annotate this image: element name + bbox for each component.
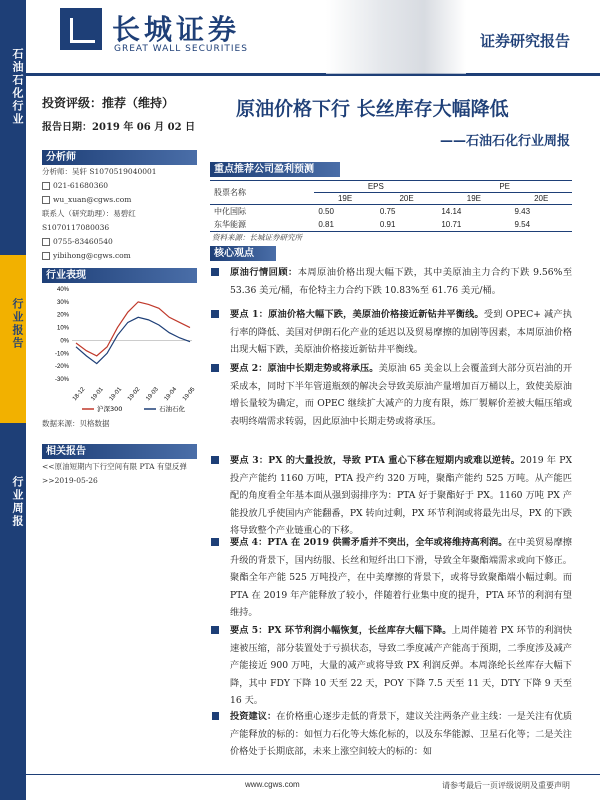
table-section-header: 重点推荐公司盈利预测 [210,162,340,177]
contact-cert: S1070117080036 [42,223,110,232]
analyst-section-header: 分析师 [42,150,197,165]
col-year: 19E [437,193,510,205]
contact-email[interactable]: yibihong@cgws.com [53,251,131,260]
great-wall-banner-image [326,0,466,74]
x-tick-label: 19-03 [145,386,160,403]
logo-en-text: GREAT WALL SECURITIES [114,44,248,54]
col-stock-name: 股票名称 [210,181,314,205]
footer-note: 请参考最后一页评级说明及重要声明 [442,781,570,790]
cell-value: 14.14 [437,205,510,219]
sidebar-report-label: 行业报告 [11,298,24,350]
point-body: 美原油 65 美金以上会覆盖到大部分页岩油的开采成本，同时下半年管道瓶颈的解决会导致美原油产量增加百万桶以上，致使美原油增长量较为确定，而 OPEC 继续扩大减产的力度有限，炼厂製解价差被大幅压缩或表明终端需求转弱，因此原油中长期走势或将承压。 [230,363,573,427]
col-year: 20E [376,193,438,205]
cell-value: 10.71 [437,218,510,232]
x-tick-label: 19-02 [126,386,142,403]
col-pe: PE [437,181,572,193]
contact-name: 联系人（研究助理）：易碧红 [42,209,136,218]
stock-name: 中化国际 [210,205,314,219]
table-source: 资料来源：长城证券研究所 [212,233,302,242]
page-subtitle: ——石油石化行业周报 [439,134,570,149]
point-head: 原油行情回顾： [230,267,298,278]
point-body: 在价格重心逐步走低的背景下，建议关注两条产业主线：一是关注有优质产能释放的标的：如恒力石化等大炼化标的，以及东华能源、卫星石化等；二是关注价格处于长期底部，未来上涨空间较大的标的：如 [230,711,572,758]
cell-value: 0.81 [314,218,376,232]
analyst-email[interactable]: wu_xuan@cgws.com [53,195,132,204]
chart-svg [42,283,197,418]
point-body: 上周伴随着 PX 环节的利润快速被压缩，部分装置处于亏损状态，导致二季度减产产能高于预期，二季度涉及减产产能接近 900 万吨，大量的减产或将导致 PX 利润反弹。本周涤纶长丝库存大幅下降，其中 FDY 下降 10 天至 22 天，POY 下降 7.5 天至 11 天，DTY 下降 9 天至 16 天。 [230,625,572,707]
col-year: 20E [510,193,572,205]
chart-section-header: 行业表现 [42,268,197,283]
col-eps: EPS [314,181,437,193]
point-head: 要点 3：PX 的大量投放，导致 PTA 重心下移在短期内或难以逆转。 [230,455,521,466]
page-header [26,0,600,76]
bullet-icon [211,310,219,318]
point-head: 要点 4：PTA 在 2019 供需矛盾并不突出，全年或将维持高利润。 [230,537,508,548]
cell-value: 9.54 [510,218,572,232]
y-tick-label: -20% [54,364,69,371]
y-tick-label: 0% [60,338,69,345]
investment-advice [212,708,572,764]
sidebar-industry-label: 石油石化行业 [11,48,24,126]
point-body: 在中美贸易摩擦升级的背景下，国内纺服、长丝和短纤出口下滑，导致全年聚酯端需求或向下修正。聚酯全年产能 525 万吨投产，在中美摩擦的背景下，或将导致聚酯端小幅过剩。而 PTA 在 2019 年产能释放了较小，伴随着行业集中度的提升，PTA 环节的利润有望维持。 [230,537,572,619]
point-1 [212,306,572,359]
bullet-icon [212,712,219,720]
bullet-icon [211,626,219,634]
investment-rating: 投资评级：推荐（维持） [42,96,175,110]
phone-icon [42,238,50,246]
bullet-icon [211,268,219,276]
point-5 [212,622,572,710]
cell-value: 0.91 [376,218,438,232]
company-logo-icon [60,8,102,50]
related-report-item[interactable]: <<原油短期内下行空间有限 PTA 有望反弹>>2019-05-26 [42,462,187,485]
point-head: 要点 1：原油价格大幅下跌，美原油价格接近新钻井平衡线。 [230,309,484,320]
report-date: 报告日期：2019 年 06 月 02 日 [42,122,196,133]
y-tick-label: 20% [56,312,69,319]
page-title: 原油价格下行 长丝库存大幅降低 [236,98,509,120]
y-tick-label: -10% [54,351,69,358]
sidebar-weekly-label: 行业周报 [11,476,24,528]
table-row [210,205,572,219]
chart-source: 数据来源：贝格数据 [42,419,110,428]
bullet-icon [211,538,219,546]
point-head: 要点 2：原油中长期走势或将承压。 [230,363,379,374]
bullet-icon [211,456,219,464]
x-tick-label: 19-01 [108,386,124,403]
cell-value: 0.75 [376,205,438,219]
x-tick-label: 19-01 [90,386,105,403]
email-icon [42,196,50,204]
point-3 [212,452,572,540]
cell-value: 0.50 [314,205,376,219]
logo-cn-text: 长城证券 [112,13,241,46]
y-tick-label: 10% [56,325,69,332]
x-tick-label: 18-12 [71,386,87,403]
industry-performance-chart [42,283,197,423]
series-line-1 [76,302,190,356]
report-type: 证券研究报告 [479,32,570,50]
profit-forecast-table [210,180,572,232]
cell-value: 9.43 [510,205,572,219]
legend-label: 石油石化 [159,405,185,413]
x-tick-label: 19-04 [163,386,179,403]
point-body: 本周原油价格出现大幅下跌，其中美原油主力合约下跌 9.56%至 53.36 美元/桶，布伦特主力合约下跌 10.83%至 61.76 美元/桶。 [230,267,573,296]
core-section-header: 核心观点 [210,246,276,261]
point-head: 要点 5：PX 环节利润小幅恢复，长丝库存大幅下降。 [230,625,452,636]
point-4 [212,534,572,622]
legend-label: 沪深300 [97,405,123,413]
x-tick-label: 19-05 [181,386,197,403]
related-reports [42,460,197,488]
y-tick-label: 40% [56,287,69,293]
point-body: 2019 年 PX 投产产能约 1160 万吨，PTA 投产约 320 万吨，聚酯产能约 525 万吨。从产能匹配的角度看全年基本面从强到弱排序为：PTA 好于聚酯好于 PX。1160 万吨 PX 产能投放几乎使国内产能翻番，PX 转向过剩，PX 环节利润或将最先出尽，PX 的下跌将导致整个产业链重心的下移。 [230,455,572,537]
stock-name: 东华能源 [210,218,314,232]
analyst-info [42,165,197,263]
phone-icon [42,182,50,190]
point-head: 投资建议： [230,711,277,722]
related-section-header: 相关报告 [42,444,197,459]
contact-phone: 0755-83460540 [53,237,113,246]
point-2 [212,360,572,430]
point-oil-review [212,264,572,299]
bullet-icon [211,364,219,372]
analyst-name: 分析师：吴轩 S1070519040001 [42,167,157,176]
footer-divider [26,774,600,775]
table-row [210,218,572,232]
footer-url[interactable]: www.cgws.com [245,780,300,789]
y-tick-label: -30% [54,377,69,383]
y-tick-label: 30% [56,299,69,306]
col-year: 19E [314,193,376,205]
email-icon [42,252,50,260]
point-body: 受到 OPEC+ 减产执行率的降低、美国对伊朗石化产业的延迟以及贸易摩擦的加剧等因素，本周原油价格出现大幅下跌，美原油价格接近新钻井平衡线。 [230,309,572,356]
analyst-phone: 021-61680360 [53,181,109,190]
